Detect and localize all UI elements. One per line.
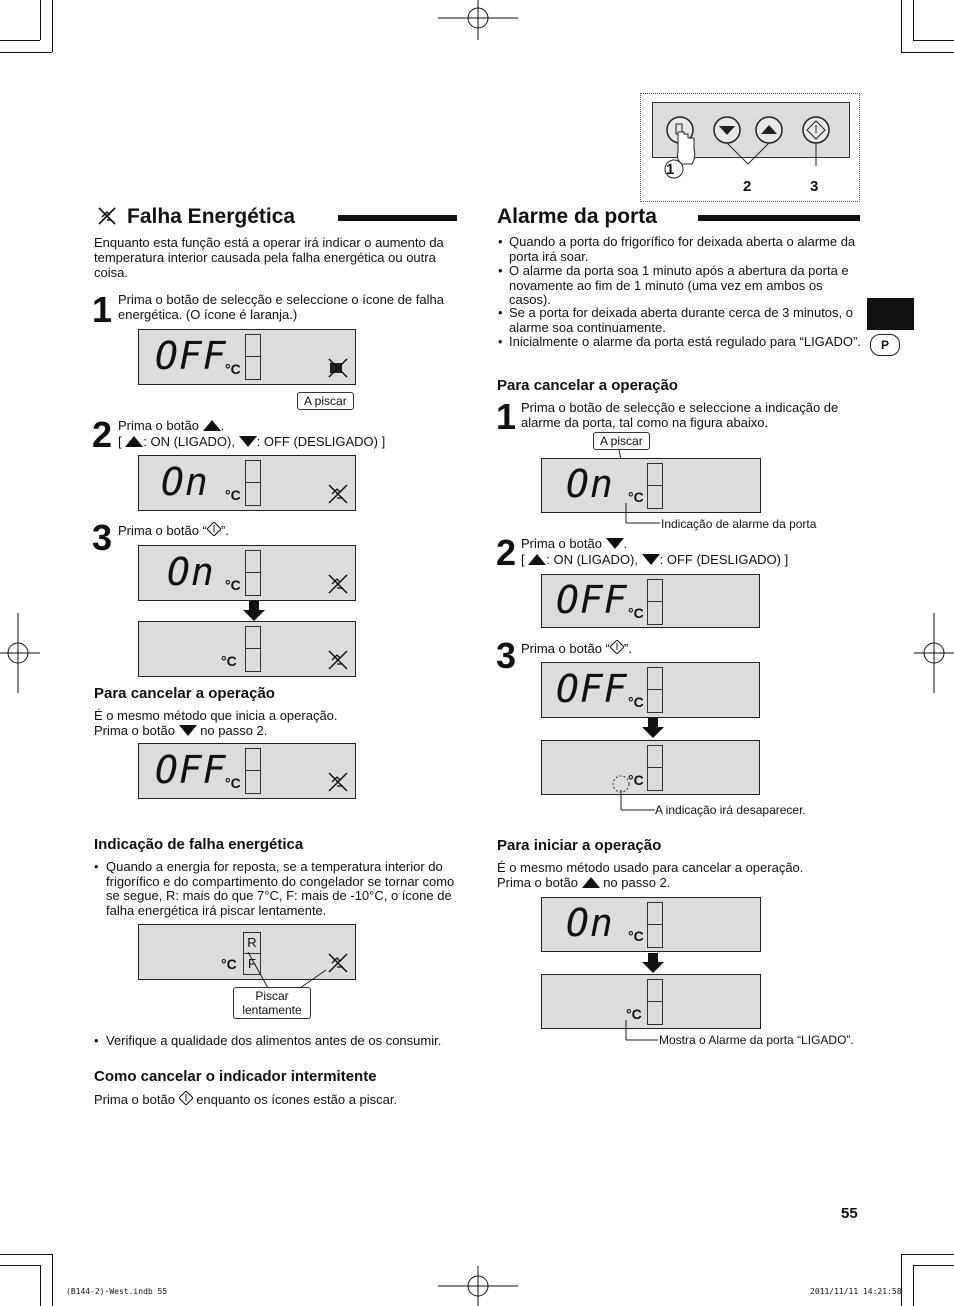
crop-mark: [52, 1254, 53, 1306]
slow-blink-label: Piscar lentamente: [233, 987, 311, 1019]
blink-label: A piscar: [297, 392, 354, 410]
start-text-part: no passo 2.: [603, 875, 671, 890]
degree-label: °C: [628, 772, 644, 788]
subheading-cancel-right: Para cancelar a operação: [497, 377, 678, 394]
degree-label: °C: [225, 361, 241, 377]
freezer-label-f: F: [243, 953, 261, 975]
fridge-label-r: R: [243, 932, 261, 954]
alarm-bullet: Se a porta for deixada aberta durante cerca de 3 minutos, o alarme soa continuamente.: [509, 305, 853, 335]
crop-mark: [0, 40, 40, 41]
section-title-alarme: Alarme da porta: [497, 205, 657, 228]
lcd-display: [541, 574, 760, 628]
degree-label: °C: [225, 775, 241, 791]
degree-label: °C: [221, 956, 237, 972]
lcd-display: [138, 329, 356, 385]
language-tab: P: [870, 334, 900, 356]
alarm-bullet: Quando a porta do frigorífico for deixada aberta o alarme da porta irá soar.: [509, 234, 856, 264]
indic-bullet: Quando a energia for reposta, se a temperatura interior do frigorífico e do compartimento do congelador se tornar como se segue, R: mais do que 7°C, F: mais de -10°C, o ícone de falha energética irá piscar lentamente.: [106, 859, 455, 918]
degree-label: °C: [628, 605, 644, 621]
cancel-text: É o mesmo método que inicia a operação.: [94, 708, 338, 723]
transition-arrow-icon: [642, 953, 664, 973]
up-arrow-icon: [582, 877, 600, 888]
step-number: 3: [496, 635, 517, 676]
subheading-como: Como cancelar o indicador intermitente: [94, 1068, 377, 1085]
bullet-marker: •: [94, 1033, 99, 1048]
temp-segment: [647, 979, 663, 1025]
step-text: [521, 640, 632, 656]
title-rule: [338, 215, 457, 221]
start-text-part: Prima o botão: [497, 875, 578, 890]
step-number: 1: [496, 396, 517, 437]
panel-label-3: 3: [810, 178, 819, 195]
up-arrow-icon: [125, 436, 143, 447]
confirm-button-icon: [179, 1091, 193, 1105]
cancel-text: [94, 723, 267, 738]
temp-segment: [647, 667, 663, 713]
step-number: 1: [92, 289, 113, 330]
lcd-value: OFF: [556, 667, 628, 711]
alarm-bullet: Inicialmente o alarme da porta está regulado para “LIGADO”.: [509, 334, 861, 349]
degree-label: °C: [225, 487, 241, 503]
power-failure-icon: [325, 648, 351, 672]
crop-mark: [901, 1254, 902, 1306]
degree-label: °C: [628, 694, 644, 710]
callout-text: Indicação de alarme da porta: [661, 517, 817, 531]
off-label: : OFF (DESLIGADO) ]: [256, 434, 386, 449]
crop-mark: [0, 52, 52, 53]
lcd-display: [138, 743, 356, 799]
temp-segment: [245, 550, 261, 596]
step-number: 2: [92, 414, 113, 455]
power-failure-icon: [96, 206, 118, 226]
power-failure-icon: [325, 356, 351, 380]
lcd-display: [138, 621, 356, 677]
step-text-part: Prima o botão: [521, 536, 602, 551]
subheading-start: Para iniciar a operação: [497, 837, 662, 854]
lcd-display: [541, 662, 760, 718]
step-number: 3: [92, 517, 113, 558]
on-label: : ON (LIGADO),: [546, 552, 638, 567]
down-arrow-icon: [239, 436, 257, 447]
blink-label: A piscar: [593, 432, 650, 450]
como-text-part: enquanto os ícones estão a piscar.: [196, 1092, 398, 1107]
crop-mark: [913, 1265, 954, 1266]
lcd-display: [138, 545, 356, 601]
bullet-marker: •: [498, 234, 503, 249]
temp-segment: [647, 579, 663, 625]
temp-segment: [245, 334, 261, 380]
subheading-indicacao: Indicação de falha energética: [94, 836, 304, 853]
degree-label: °C: [221, 653, 237, 669]
temp-segment: [647, 902, 663, 948]
panel-label-1: 1: [666, 161, 675, 178]
bullet-marker: •: [498, 263, 503, 278]
lcd-value: On: [161, 460, 209, 504]
lcd-value: OFF: [556, 578, 628, 622]
lcd-value: OFF: [155, 748, 227, 792]
crop-mark: [40, 1265, 41, 1306]
temp-segment: [647, 745, 663, 791]
crop-mark: [913, 40, 954, 41]
off-label: : OFF (DESLIGADO) ]: [659, 552, 789, 567]
degree-label: °C: [225, 577, 241, 593]
step-text-part: Prima o botão “: [521, 641, 610, 656]
como-text-part: Prima o botão: [94, 1092, 175, 1107]
degree-label: °C: [628, 489, 644, 505]
step-text: [118, 522, 229, 538]
section-tab-block: [867, 298, 914, 330]
lcd-display: [138, 455, 356, 511]
transition-arrow-icon: [642, 718, 664, 738]
panel-label-2: 2: [743, 178, 752, 195]
up-arrow-icon: [203, 420, 221, 431]
step-text: Prima o botão .: [521, 536, 628, 551]
registration-mark: [914, 613, 954, 693]
cancel-text-part: Prima o botão: [94, 723, 175, 738]
panel-buttons: [652, 102, 852, 202]
callout-lines: [240, 950, 360, 990]
registration-mark: [0, 613, 40, 693]
crop-mark: [52, 0, 53, 52]
power-failure-icon: [325, 482, 351, 506]
section-title-falha: Falha Energética: [127, 205, 296, 228]
lcd-value: On: [566, 462, 614, 506]
lcd-value: On: [566, 901, 614, 945]
start-text: [497, 875, 670, 890]
como-text: [94, 1091, 397, 1107]
bullet-marker: •: [498, 305, 503, 320]
lcd-value: OFF: [155, 334, 227, 378]
intro-text: Enquanto esta função está a operar irá indicar o aumento da temperatura interior causada pela falha energética ou outra coisa.: [94, 235, 444, 280]
title-rule: [698, 215, 860, 221]
crop-mark: [0, 1265, 40, 1266]
subheading-cancel: Para cancelar a operação: [94, 685, 275, 702]
degree-label: °C: [626, 1006, 642, 1022]
transition-arrow-icon: [243, 601, 265, 621]
callout-text: A indicação irá desaparecer.: [655, 803, 806, 817]
temp-segment: [245, 460, 261, 506]
crop-mark: [913, 1265, 914, 1306]
crop-mark: [913, 0, 914, 40]
step-text-part: ”.: [220, 523, 229, 538]
crop-mark: [0, 1254, 52, 1255]
degree-label: °C: [628, 928, 644, 944]
bracket: [: [521, 552, 525, 567]
crop-mark: [901, 1254, 954, 1255]
down-arrow-icon: [606, 538, 624, 549]
step-text-part: ”.: [623, 641, 632, 656]
registration-mark: [438, 0, 518, 40]
step-text: Prima o botão de selecção e seleccione o ícone de falha energética. (O ícone é laranja.): [118, 292, 444, 322]
start-text: É o mesmo método usado para cancelar a operação.: [497, 860, 804, 875]
crop-mark: [901, 0, 902, 52]
verify-bullet: Verifique a qualidade dos alimentos antes de os consumir.: [106, 1033, 442, 1048]
power-failure-icon: [325, 770, 351, 794]
lcd-display: [541, 740, 760, 795]
crop-mark: [901, 52, 954, 53]
down-arrow-icon: [179, 725, 197, 736]
on-label: : ON (LIGADO),: [143, 434, 235, 449]
temp-segment: [245, 626, 261, 672]
up-arrow-icon: [528, 554, 546, 565]
alarm-bullet: O alarme da porta soa 1 minuto após a abertura da porta e novamente ao fim de 1 minuto (uma vez em ambos os casos).: [509, 263, 849, 307]
cancel-text-part: no passo 2.: [200, 723, 268, 738]
step-number: 2: [496, 532, 517, 573]
step-text: Prima o botão de selecção e seleccione a indicação de alarme da porta, tal como na figura abaixo.: [521, 400, 839, 430]
registration-mark: [438, 1266, 518, 1306]
footer-file: (B144-2)-West.indb 55: [66, 1287, 168, 1296]
step-text: Prima o botão .: [118, 418, 225, 433]
step-text: [118, 434, 385, 449]
bracket: [: [118, 434, 122, 449]
confirm-button-icon: [207, 522, 221, 536]
page-number: 55: [841, 1205, 858, 1222]
down-arrow-icon: [642, 554, 660, 565]
crop-mark: [40, 0, 41, 40]
lcd-display: [541, 897, 761, 952]
callout-text: Mostra o Alarme da porta “LIGADO”.: [659, 1033, 854, 1047]
bullet-marker: •: [94, 859, 99, 874]
temp-segment: [245, 748, 261, 794]
lcd-value: On: [167, 550, 215, 594]
step-text-part: Prima o botão “: [118, 523, 207, 538]
step-text-part: Prima o botão: [118, 418, 199, 433]
footer-date: 2011/11/11 14:21:58: [810, 1287, 902, 1296]
confirm-button-icon: [610, 640, 624, 654]
step-text: [521, 552, 788, 567]
bullet-marker: •: [498, 334, 503, 349]
power-failure-icon: [325, 572, 351, 596]
